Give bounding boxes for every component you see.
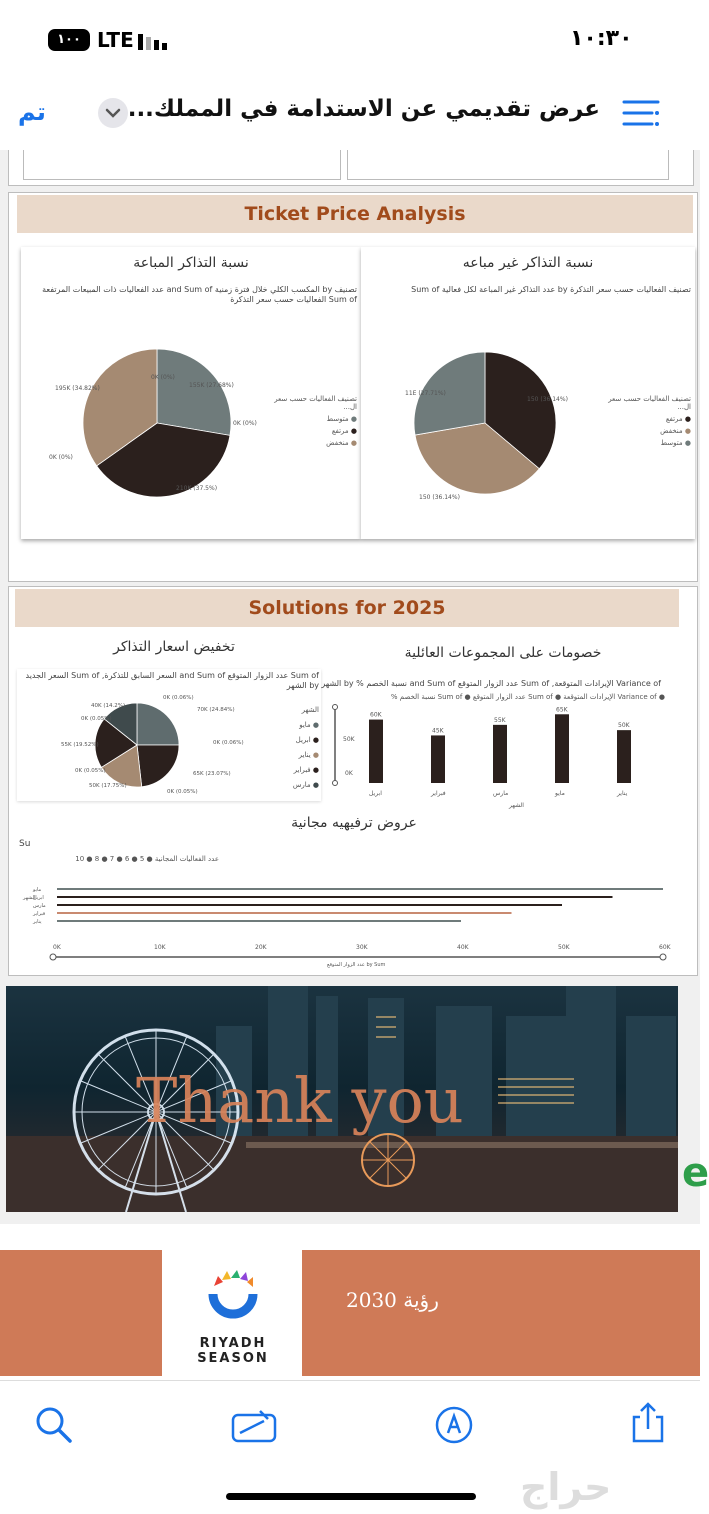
- data-label: 0K (0%): [151, 374, 175, 381]
- data-label: 40K (14.2%): [91, 703, 126, 709]
- data-label: 65K (23.07%): [193, 771, 231, 777]
- y-axis-title: الشهر: [23, 895, 36, 901]
- done-button[interactable]: تم: [18, 98, 46, 126]
- bar-value-label: 45K: [432, 727, 444, 735]
- brand-line: RIYADH: [199, 1336, 267, 1351]
- pie-slices: [414, 352, 556, 494]
- data-label: 70K (24.84%): [197, 707, 235, 713]
- data-label: 150 (36.14%): [527, 396, 568, 403]
- data-label: 50K (17.75%): [89, 783, 127, 789]
- chart-subtitle: Variance of الإيرادات المتوقعة, Sum of عدد الزوار المتوقع and Sum of نسبة الخصم % by الشهر: [321, 679, 661, 688]
- brand-text: [182, 1336, 284, 1366]
- pie-card: [17, 669, 321, 801]
- data-label: 0K (0%): [233, 420, 257, 427]
- hbars: [32, 887, 663, 925]
- data-label: 0K (0.05%): [81, 716, 112, 722]
- small-ferris-wheel: [362, 1134, 414, 1186]
- x-tick-label: 40K: [457, 944, 469, 951]
- thank-you-text: Thank you: [136, 1064, 464, 1137]
- bar-value-label: 55K: [494, 716, 506, 724]
- pen-icon[interactable]: [434, 1405, 474, 1445]
- battery-indicator: ١٠٠: [48, 29, 90, 51]
- nav-bar: [0, 80, 700, 150]
- scroll-handle[interactable]: [660, 954, 666, 960]
- bar-value-label: 50K: [618, 722, 630, 730]
- legend-item: ● مارس: [292, 781, 319, 789]
- data-label: 195K (34.82%): [55, 385, 100, 392]
- share-icon[interactable]: [630, 1401, 666, 1445]
- document-view[interactable]: [0, 150, 709, 1380]
- pie-slice-ابريل[interactable]: [137, 745, 179, 787]
- slide-banner: Solutions for 2025: [15, 589, 679, 627]
- legend-item: ● مرتفع: [331, 427, 357, 435]
- chart-legend: [261, 395, 357, 447]
- chart-title: تخفيض اسعار التذاكر: [113, 639, 235, 655]
- data-label: 150 (36.14%): [419, 494, 460, 501]
- document-title: عرض تقديمي عن الاستدامة في المملك...: [127, 96, 600, 122]
- bar-value-label: 60K: [370, 711, 382, 719]
- search-icon[interactable]: [34, 1405, 74, 1445]
- legend-title: تصنيف الفعاليات حسب سعر ال...: [608, 395, 691, 411]
- hbar-category-label: فبراير: [33, 911, 46, 917]
- data-label: 210K (37.5%): [176, 485, 218, 492]
- chart-subtitle: تصنيف الفعاليات حسب سعر التذكرة by عدد التذاكر غير المباعة لكل فعالية Sum of: [411, 285, 691, 294]
- slide-orange-right: [302, 1250, 700, 1376]
- x-tick-label: 30K: [356, 944, 368, 951]
- bottom-toolbar: [0, 1380, 700, 1514]
- x-tick-label: 60K: [659, 944, 671, 951]
- chart-legend: ● Variance of الإيرادات المتوقعة ● Sum of عدد الزوار المتوقع ● Sum of نسبة الخصم %: [390, 693, 665, 701]
- legend-item: ● مرتفع: [665, 415, 691, 423]
- slide-orange-left: [0, 1250, 162, 1376]
- chart-legend: عدد الفعاليات المجانية ● 5 ● 6 ● 7 ● 8 ● 10: [75, 855, 219, 863]
- data-label: 11E (27.71%): [405, 390, 446, 397]
- clock: ١٠:٣٠: [570, 26, 633, 51]
- chart-subtitle: Sum of عدد الزوار المتوقع and Sum of السعر السابق للتذكرة, Sum of السعر الجديد by الشهر: [25, 671, 319, 690]
- logo-mark: [182, 1262, 284, 1332]
- brand-line: SEASON: [197, 1351, 269, 1366]
- pie-slice-متوسط[interactable]: [157, 349, 231, 435]
- scroll-handle[interactable]: [333, 781, 338, 786]
- bar-category-label: ابريل: [369, 790, 382, 797]
- chart-title: نسبة التذاكر المباعة: [133, 255, 249, 271]
- x-axis-title: عدد الزوار المتوقع by Sum: [327, 962, 386, 968]
- bar-category-label: مارس: [493, 790, 509, 797]
- bar-category-label: يناير: [617, 790, 628, 797]
- bar-فبراير[interactable]: [431, 735, 445, 783]
- data-label: 55K (19.52%): [61, 742, 99, 748]
- chart-legend: [593, 395, 691, 447]
- bar-مارس[interactable]: [493, 725, 507, 783]
- legend-item: ● منخفض: [660, 427, 691, 435]
- hbar-category-label: مايو: [33, 887, 42, 893]
- list-icon[interactable]: [622, 98, 660, 128]
- riyadh-season-logo: [182, 1262, 284, 1372]
- chart-card-sold: [21, 247, 361, 539]
- slide-edge-logo: e: [682, 1150, 709, 1196]
- bar-value-label: 65K: [556, 706, 568, 714]
- chart-card-unsold: [361, 247, 695, 539]
- bar-category-label: فبراير: [431, 790, 446, 797]
- chart-title: عروض ترفيهيه مجانية: [291, 815, 417, 831]
- bar-category-label: مايو: [555, 790, 565, 797]
- x-tick-label: 50K: [558, 944, 570, 951]
- slide-ticket-price-analysis[interactable]: [8, 192, 698, 582]
- markup-icon[interactable]: [230, 1405, 278, 1445]
- placeholder-box: [347, 150, 669, 180]
- slide-thank-you[interactable]: [6, 986, 678, 1212]
- y-tick: 0K: [345, 770, 353, 777]
- legend-title: الشهر: [301, 706, 319, 714]
- placeholder-box: [23, 150, 341, 180]
- watermark: حراج: [520, 1465, 612, 1509]
- x-ticks: [53, 944, 672, 951]
- pie-slice-مايو[interactable]: [137, 703, 179, 745]
- scroll-handle[interactable]: [50, 954, 56, 960]
- bar-ابريل[interactable]: [369, 720, 383, 783]
- legend-item: ● مايو: [299, 721, 319, 729]
- slide-solutions-2025[interactable]: [8, 586, 698, 976]
- slide-banner: Ticket Price Analysis: [17, 195, 693, 233]
- bars: [369, 706, 631, 797]
- bar-مايو[interactable]: [555, 714, 569, 783]
- signal-icon: [138, 32, 172, 50]
- slide-vision-2030[interactable]: [0, 1224, 700, 1380]
- data-label: 0K (0.05%): [75, 768, 106, 774]
- chart-prefix: Su: [19, 839, 31, 849]
- chevron-down-icon[interactable]: [98, 98, 128, 128]
- data-label: 0K (0%): [49, 454, 73, 461]
- data-label: 0K (0.05%): [167, 789, 198, 795]
- legend-item: ● متوسط: [660, 439, 691, 447]
- bridge: [246, 1142, 678, 1148]
- pie-slices: [83, 349, 231, 497]
- network-label: LTE: [97, 28, 134, 52]
- x-tick-label: 0K: [53, 944, 61, 951]
- scroll-handle[interactable]: [333, 705, 338, 710]
- data-label: 155K (27.68%): [189, 382, 234, 389]
- bar-يناير[interactable]: [617, 730, 631, 783]
- status-bar: [0, 0, 700, 80]
- data-label: 0K (0.06%): [163, 695, 194, 701]
- legend-item: ● متوسط: [326, 415, 357, 423]
- legend-item: ● منخفض: [326, 439, 357, 447]
- hbar-category-label: مارس: [33, 903, 46, 909]
- slide-previous: [8, 150, 694, 186]
- hbar-category-label: يناير: [33, 919, 42, 925]
- chart-title: نسبة التذاكر غير مباعه: [462, 255, 594, 271]
- axis-title: الشهر: [509, 802, 524, 809]
- y-tick: 50K: [343, 736, 355, 743]
- legend-item: ● فبراير: [293, 766, 319, 774]
- vision-text: رؤية 2030: [346, 1288, 439, 1312]
- legend-item: ● يناير: [298, 751, 319, 759]
- chart-legend: [279, 703, 319, 793]
- data-label: 0K (0.06%): [213, 740, 244, 746]
- home-indicator: [226, 1493, 476, 1500]
- hbar-chart-free: [17, 869, 687, 969]
- legend-item: ● ابريل: [295, 736, 319, 744]
- x-tick-label: 10K: [154, 944, 166, 951]
- chart-title: خصومات على المجموعات العائلية: [404, 645, 602, 661]
- legend-title: تصنيف الفعاليات حسب سعر ال...: [274, 395, 357, 411]
- chart-subtitle: تصنيف by المكسب الكلي خلال فترة زمنية and Sum of عدد الفعاليات ذات المبيعات المرتفعة Sum of الفعاليات حسب سعر التذكرة: [42, 285, 357, 304]
- x-tick-label: 20K: [255, 944, 267, 951]
- hbar-category-label: ابريل: [33, 895, 44, 901]
- pie-chart-discount: [17, 691, 277, 801]
- bar-chart-family: [321, 703, 671, 813]
